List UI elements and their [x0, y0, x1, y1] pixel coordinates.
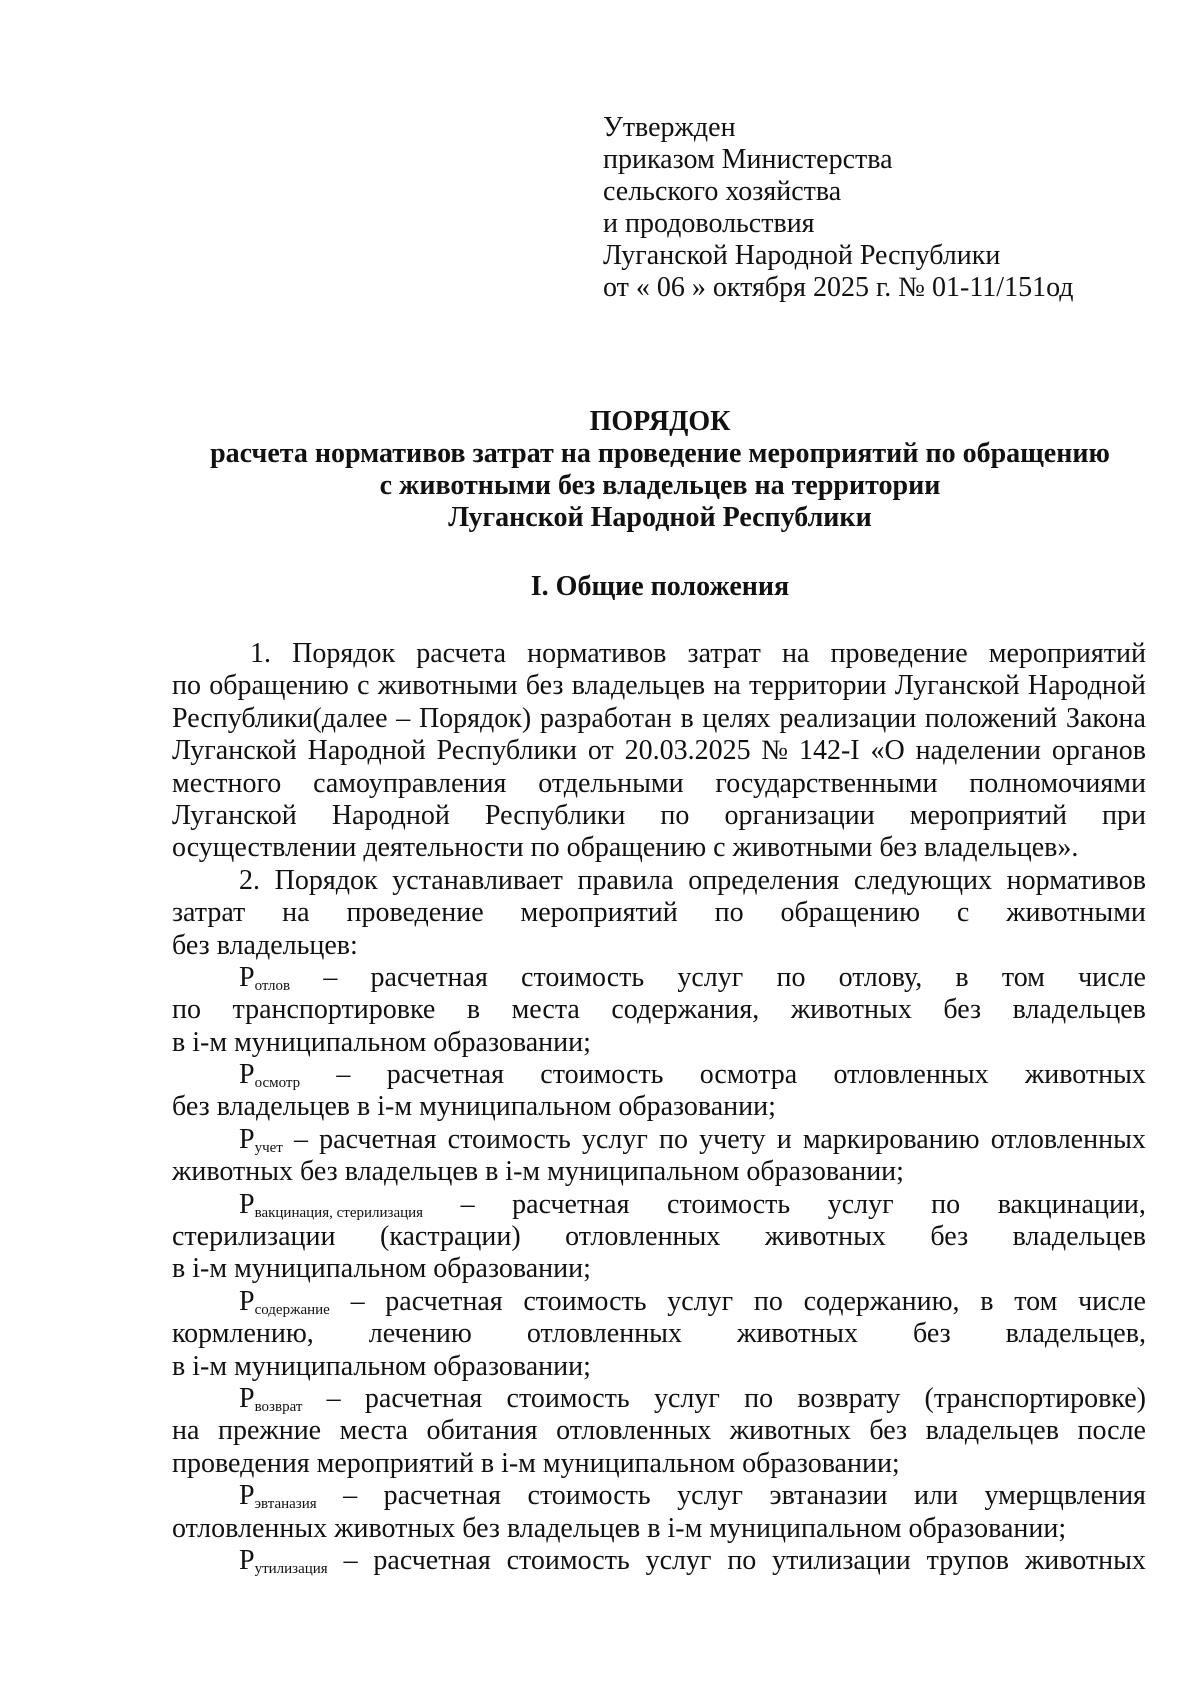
word: – — [336, 1059, 351, 1091]
cost-symbol-subscript: утилизация — [254, 1560, 328, 1577]
word: вакцинации, — [997, 1188, 1146, 1220]
word: отловленных — [556, 1415, 712, 1447]
cost-symbol-subscript: осмотр — [254, 1075, 301, 1092]
word: – — [460, 1188, 475, 1220]
cost-symbol — [239, 1383, 302, 1415]
cost-symbol — [239, 1124, 283, 1156]
word: по — [753, 1285, 783, 1317]
word: отлову, — [838, 961, 923, 993]
word: места — [511, 994, 580, 1026]
word: услуг — [645, 1544, 712, 1576]
word: расчетная — [319, 1123, 437, 1155]
word: с — [357, 670, 370, 702]
word: Луганской — [172, 799, 297, 831]
word: затрат — [172, 897, 246, 929]
word: в — [466, 994, 481, 1026]
word: стоимость — [540, 1059, 664, 1091]
word: по — [659, 1123, 688, 1155]
cost-item-line — [172, 1286, 1146, 1318]
paragraph-line — [172, 930, 1146, 962]
cost-symbol-letter: P — [239, 1382, 255, 1414]
approval-line: Луганской Народной Республики — [603, 240, 1001, 271]
cost-symbol-subscript: эвтаназия — [254, 1496, 317, 1513]
paragraph-line — [172, 638, 1146, 670]
word: Порядок) — [418, 702, 532, 734]
word: услуг — [677, 961, 744, 993]
cost-symbol — [239, 1189, 423, 1221]
word: проведения — [172, 1447, 310, 1479]
word: без — [300, 1156, 338, 1188]
word: отловленных — [526, 1318, 682, 1350]
word: стоимость — [506, 1544, 630, 1576]
word: животных — [172, 1156, 294, 1188]
cost-symbol-letter: P — [239, 1480, 255, 1512]
cost-symbol-letter: P — [239, 1188, 255, 1220]
cost-symbol-letter: P — [239, 1123, 255, 1155]
cost-item-line — [172, 962, 1146, 994]
word: деятельности — [363, 832, 524, 864]
word: без — [525, 670, 564, 702]
word: образовании; — [742, 1447, 900, 1479]
word: животных — [790, 994, 912, 1026]
word: животных — [764, 1221, 886, 1253]
word: содержания, — [611, 994, 760, 1026]
word: муниципальном — [234, 1350, 427, 1382]
word: на — [781, 638, 810, 669]
word: органов — [1051, 735, 1146, 767]
approval-stamp-block — [603, 112, 1074, 304]
word: в — [647, 1512, 661, 1544]
cost-symbol — [239, 1286, 330, 1318]
word: расчетная — [386, 1059, 505, 1091]
word: в — [172, 1350, 186, 1382]
word: при — [1102, 799, 1146, 831]
word: отловленных — [172, 1512, 328, 1544]
word: без — [172, 1091, 210, 1123]
word: в — [357, 1091, 371, 1123]
word: разработан — [539, 702, 672, 734]
word: i-м — [192, 1253, 228, 1285]
word: полномочиями — [969, 767, 1146, 799]
word: проведение — [346, 897, 484, 929]
word: расчетная — [370, 961, 488, 993]
word: нормативов — [1006, 864, 1146, 896]
word: животных — [1024, 1059, 1146, 1091]
word: – — [343, 1544, 358, 1576]
word: i-м — [192, 1350, 228, 1382]
word: по — [172, 670, 201, 702]
paragraph-line — [172, 865, 1146, 897]
word: образовании; — [433, 1026, 591, 1058]
word: 2. — [239, 864, 260, 896]
word: прежние — [217, 1415, 322, 1447]
cost-item-line — [172, 1545, 1146, 1577]
word: без — [869, 1415, 908, 1447]
word: – — [323, 961, 338, 993]
cost-item-line — [172, 1253, 1146, 1285]
word: на — [282, 897, 310, 929]
word: владельцев, — [1005, 1318, 1146, 1350]
cost-item-line — [172, 1318, 1146, 1350]
word: в — [172, 1026, 186, 1058]
word: i-м — [377, 1091, 413, 1123]
word: с — [956, 897, 970, 929]
word: с — [713, 832, 726, 864]
word: места — [339, 1415, 408, 1447]
word: муниципальном — [234, 1253, 427, 1285]
word: обитания — [426, 1415, 538, 1447]
word: возврату — [797, 1382, 901, 1414]
word: лечению — [368, 1318, 472, 1350]
word: расчетная — [383, 1480, 502, 1512]
cost-symbol-letter: P — [239, 1544, 255, 1576]
word: муниципальном — [547, 1156, 740, 1188]
word: образовании; — [746, 1156, 904, 1188]
cost-symbol — [239, 1480, 317, 1512]
word: по — [714, 897, 744, 929]
word: территории — [749, 670, 887, 702]
word: местного — [172, 767, 282, 799]
word: – — [343, 1480, 358, 1512]
word: устанавливает — [392, 864, 563, 896]
word: Республики — [436, 735, 578, 767]
cost-item-line — [172, 1448, 1146, 1480]
word: обращению — [209, 670, 349, 702]
word: учету — [699, 1123, 766, 1155]
word: без — [912, 1318, 951, 1350]
word: владельцев — [506, 1512, 641, 1544]
word: i-м — [505, 1156, 541, 1188]
word: животными — [1006, 897, 1146, 929]
word: Порядок — [274, 864, 378, 896]
cost-item-line — [172, 1383, 1146, 1415]
word: организации — [724, 799, 875, 831]
word: Луганской — [894, 670, 1020, 702]
word: в — [485, 1156, 499, 1188]
approval-line: от « 06 » октября 2025 г. № 01-11/151од — [603, 272, 1074, 303]
word: расчетная — [373, 1544, 491, 1576]
approval-line: и продовольствия — [603, 208, 815, 239]
word: от — [587, 735, 614, 767]
word: владельцев — [216, 1091, 351, 1123]
word: стерилизации — [172, 1221, 336, 1253]
word: том — [1014, 1285, 1058, 1317]
cost-symbol-subscript: вакцинация, стерилизация — [254, 1204, 424, 1221]
word: расчетная — [512, 1188, 630, 1220]
word: – — [326, 1382, 341, 1414]
word: услуг — [581, 1123, 648, 1155]
word: проведение — [830, 638, 968, 669]
cost-symbol-letter: P — [239, 961, 255, 993]
cost-symbol — [239, 962, 290, 994]
word: отловленных — [833, 1059, 989, 1091]
word: после — [1077, 1415, 1146, 1447]
word: обращению — [780, 897, 920, 929]
word: животных — [729, 1415, 851, 1447]
word: образовании; — [908, 1512, 1067, 1544]
cost-symbol — [239, 1545, 328, 1577]
word: услуг — [653, 1382, 720, 1414]
word: № — [761, 735, 789, 767]
word: по — [727, 1544, 757, 1576]
title-line: Луганской Народной Республики — [448, 502, 872, 533]
word: без — [172, 929, 210, 961]
word: – — [350, 1285, 365, 1317]
word: услуг — [677, 1480, 744, 1512]
word: муниципальном — [419, 1091, 612, 1123]
word: по — [744, 1382, 774, 1414]
document-body — [172, 638, 1146, 1577]
word: наделении — [915, 735, 1042, 767]
word: 20.03.2025 — [624, 735, 751, 767]
word: в — [172, 1253, 186, 1285]
word: стоимость — [506, 1382, 630, 1414]
word: без — [879, 832, 918, 864]
title-line: расчета нормативов затрат на проведение мероприятий по обращению — [210, 438, 1110, 469]
word: следующих — [853, 864, 993, 896]
word: животных — [334, 1512, 456, 1544]
word: том — [1001, 961, 1045, 993]
word: i-м — [501, 1447, 536, 1479]
word: мероприятий — [520, 897, 678, 929]
cost-symbol-subscript: возврат — [254, 1398, 303, 1415]
word: владельцев — [925, 1415, 1059, 1447]
word: Закона — [1065, 702, 1146, 734]
word: утилизации — [772, 1544, 911, 1576]
word: без — [943, 994, 982, 1026]
cost-item-line — [172, 1221, 1146, 1253]
word: мероприятий — [988, 638, 1146, 669]
word: образовании; — [618, 1091, 776, 1123]
cost-symbol-letter: P — [239, 1059, 255, 1091]
word: (кастрации) — [380, 1221, 521, 1253]
word: Луганской — [172, 735, 297, 767]
word: трупов — [926, 1544, 1010, 1576]
word: или — [914, 1480, 958, 1512]
word: животными — [377, 670, 518, 702]
paragraph-line — [172, 703, 1146, 735]
word: Республики — [484, 799, 626, 831]
word: самоуправления — [313, 767, 507, 799]
word: умерщвления — [984, 1480, 1146, 1512]
approval-line: Утвержден — [603, 112, 736, 143]
cost-item-line — [172, 1415, 1146, 1447]
word: «О — [870, 735, 905, 767]
word: положений — [924, 702, 1058, 734]
word: i-м — [667, 1512, 703, 1544]
word: числе — [1078, 961, 1146, 993]
word: Порядок — [292, 638, 396, 669]
approval-line: сельского хозяйства — [603, 176, 842, 207]
word: по — [931, 1188, 961, 1220]
word: стоимость — [667, 1188, 791, 1220]
word: муниципальном — [542, 1447, 736, 1479]
cost-symbol-letter: P — [239, 1285, 255, 1317]
cost-item-line — [172, 1513, 1146, 1545]
cost-item-line — [172, 1480, 1146, 1512]
title-main: ПОРЯДОК — [589, 406, 731, 437]
word: образовании; — [433, 1253, 591, 1285]
word: отловленных — [990, 1123, 1146, 1155]
word: отдельными — [538, 767, 684, 799]
word: эвтаназии — [769, 1480, 888, 1512]
word: владельцев — [1012, 1221, 1146, 1253]
word: в — [980, 1285, 994, 1317]
cost-item-line — [172, 994, 1146, 1026]
paragraph-line — [172, 670, 1146, 702]
word: на — [172, 1415, 200, 1447]
word: владельцев — [344, 1156, 479, 1188]
paragraph-line — [172, 832, 1146, 864]
approval-line: приказом Министерства — [603, 144, 893, 175]
word: расчетная — [364, 1382, 483, 1414]
word: маркированию — [802, 1123, 980, 1155]
word: образовании; — [433, 1350, 591, 1382]
word: – — [294, 1123, 308, 1155]
word: целях — [702, 702, 771, 734]
word: без — [462, 1512, 500, 1544]
cost-item-line — [172, 1124, 1146, 1156]
word: содержанию, — [803, 1285, 960, 1317]
word: Республики(далее — [172, 702, 388, 734]
cost-item-line — [172, 1059, 1146, 1091]
word: без — [930, 1221, 969, 1253]
cost-symbol — [239, 1059, 300, 1091]
cost-symbol-subscript: содержание — [254, 1301, 330, 1318]
word: правила — [577, 864, 674, 896]
document-title — [120, 406, 1200, 534]
word: владельцев — [1012, 994, 1146, 1026]
word: по — [660, 799, 690, 831]
cost-item-line — [172, 1027, 1146, 1059]
word: по — [172, 994, 201, 1026]
paragraph-line — [172, 800, 1146, 832]
word: стоимость — [521, 961, 645, 993]
word: государственными — [715, 767, 938, 799]
word: обращению — [566, 832, 707, 864]
word: услуг — [827, 1188, 894, 1220]
word: отловленных — [565, 1221, 721, 1253]
word: мероприятий — [316, 1447, 474, 1479]
word: кормлению, — [172, 1318, 314, 1350]
cost-item-line — [172, 1156, 1146, 1188]
cost-item-line — [172, 1091, 1146, 1123]
word: 1. — [250, 638, 271, 669]
word: i-м — [192, 1026, 228, 1058]
word: Народной — [307, 735, 426, 767]
word: реализации — [779, 702, 917, 734]
cost-symbol-subscript: отлов — [254, 977, 291, 994]
section-heading: I. Общие положения — [530, 571, 790, 602]
word: животных — [1024, 1544, 1146, 1576]
word: числе — [1078, 1285, 1146, 1317]
cost-item-line — [172, 1351, 1146, 1383]
word: владельцев: — [216, 929, 358, 961]
word: Народной — [1027, 670, 1146, 702]
cost-symbol-subscript: учет — [254, 1139, 283, 1156]
word: услуг — [667, 1285, 734, 1317]
word: Народной — [331, 799, 450, 831]
word: расчета — [416, 638, 507, 669]
word: транспортировке — [232, 994, 436, 1026]
title-line: с животными без владельцев на территории — [379, 470, 941, 501]
word: осмотра — [699, 1059, 798, 1091]
word: животных — [736, 1318, 858, 1350]
word: 142-I — [798, 735, 860, 767]
word: в — [955, 961, 969, 993]
cost-item-line — [172, 1189, 1146, 1221]
word: на — [713, 670, 741, 702]
word: по — [776, 961, 806, 993]
word: в — [680, 702, 694, 734]
paragraph-line — [172, 897, 1146, 929]
word: затрат — [687, 638, 761, 669]
word: муниципальном — [234, 1026, 427, 1058]
word: владельцев». — [924, 832, 1079, 864]
word: животными — [732, 832, 873, 864]
word: нормативов — [527, 638, 667, 669]
word: стоимость — [523, 1285, 647, 1317]
word: по — [530, 832, 560, 864]
word: муниципальном — [709, 1512, 902, 1544]
word: стоимость — [527, 1480, 651, 1512]
word: владельцев — [571, 670, 706, 702]
word: мероприятий — [909, 799, 1067, 831]
word: расчетная — [385, 1285, 503, 1317]
paragraph-line — [172, 735, 1146, 767]
word: стоимость — [447, 1123, 571, 1155]
word: и — [776, 1123, 792, 1155]
paragraph-line — [172, 768, 1146, 800]
word: – — [396, 702, 411, 734]
word: осуществлении — [172, 832, 357, 864]
word: определения — [688, 864, 840, 896]
word: (транспортировке) — [924, 1382, 1146, 1414]
word: в — [480, 1447, 495, 1479]
